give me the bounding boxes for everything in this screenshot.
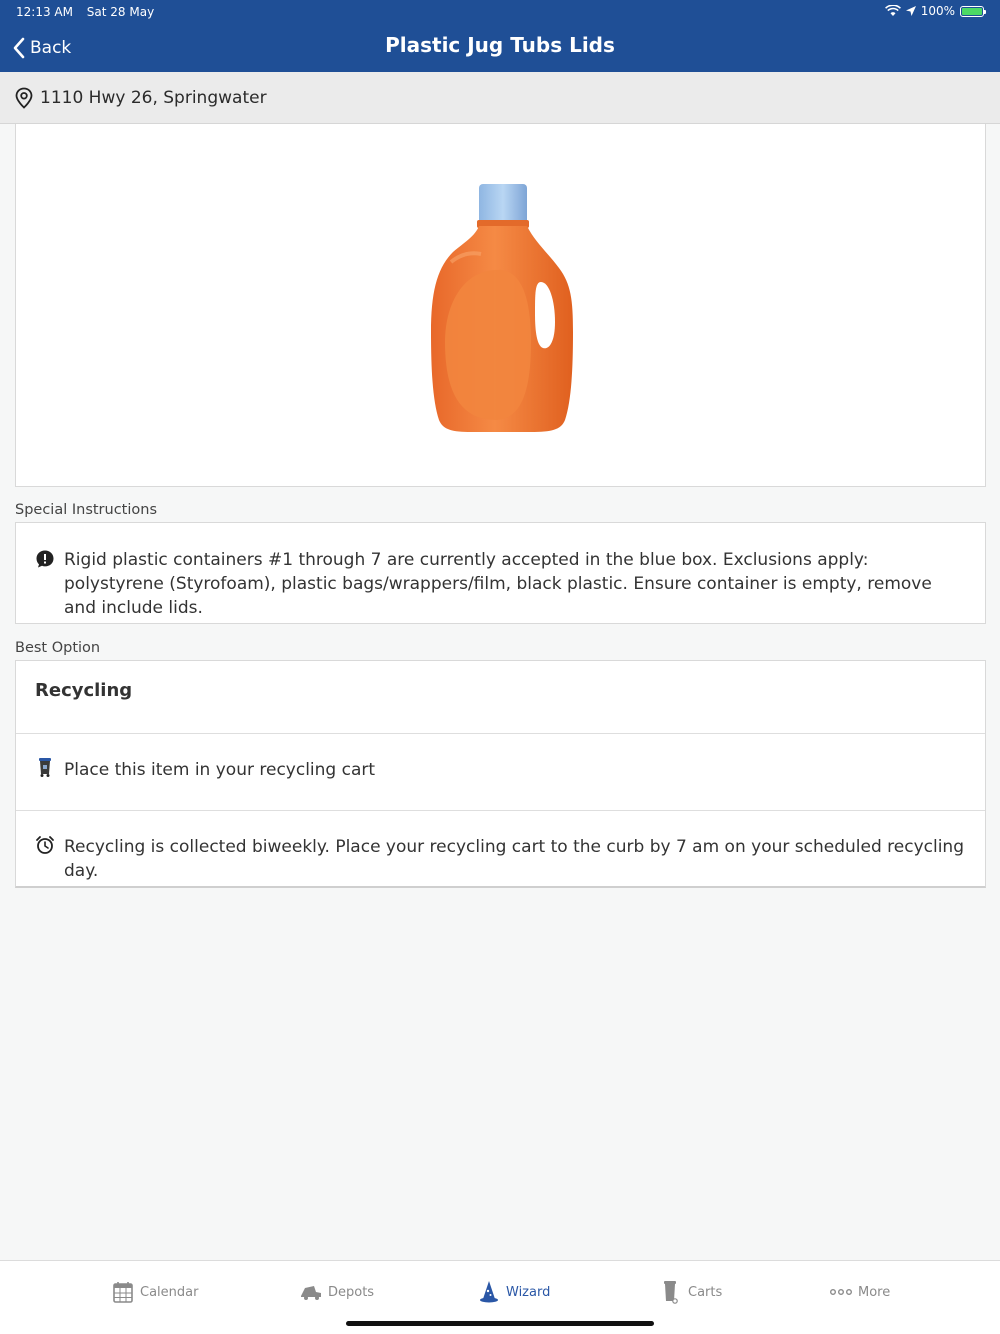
back-label: Back bbox=[30, 38, 72, 58]
wifi-icon bbox=[885, 5, 901, 17]
map-pin-icon bbox=[14, 87, 34, 109]
special-instructions-text: Rigid plastic containers #1 through 7 are currently accepted in the blue box. Exclusions apply: polystyrene (Styrofoam), plastic bags/wrappers/film, black plastic. Ensure container is empty, remove and include lids. bbox=[64, 550, 932, 618]
status-left bbox=[16, 5, 154, 19]
battery-icon bbox=[960, 6, 984, 17]
tab-label: Calendar bbox=[140, 1284, 199, 1300]
tab-more[interactable] bbox=[830, 1277, 890, 1307]
battery-percent: 100% bbox=[920, 4, 955, 18]
location-bar[interactable] bbox=[0, 72, 1000, 124]
tab-carts[interactable] bbox=[660, 1277, 722, 1307]
alert-bubble-icon bbox=[35, 549, 55, 569]
status-date: Sat 28 May bbox=[86, 5, 155, 19]
location-arrow-icon bbox=[906, 6, 916, 16]
calendar-icon bbox=[112, 1280, 134, 1304]
plastic-jug-image bbox=[431, 182, 573, 434]
cart-icon bbox=[660, 1280, 682, 1304]
page-title: Plastic Jug Tubs Lids bbox=[385, 33, 615, 57]
best-option-item-text: Recycling is collected biweekly. Place your recycling cart to the curb by 7 am on your scheduled recycling day. bbox=[64, 837, 964, 881]
location-address: 1110 Hwy 26, Springwater bbox=[40, 87, 267, 108]
status-bar bbox=[0, 0, 1000, 24]
chevron-left-icon bbox=[12, 37, 26, 59]
tab-label: Depots bbox=[328, 1284, 375, 1300]
home-indicator bbox=[346, 1321, 654, 1326]
tab-depots[interactable] bbox=[300, 1277, 374, 1307]
best-option-title: Recycling bbox=[35, 680, 133, 701]
alarm-clock-icon bbox=[35, 835, 55, 855]
best-option-item-text: Place this item in your recycling cart bbox=[64, 760, 376, 780]
truck-icon bbox=[300, 1280, 322, 1304]
back-button[interactable] bbox=[12, 36, 71, 60]
divider bbox=[16, 810, 985, 811]
special-instructions-card bbox=[15, 522, 986, 624]
tab-label: More bbox=[858, 1284, 891, 1300]
more-icon bbox=[830, 1280, 852, 1304]
tab-calendar[interactable] bbox=[112, 1277, 198, 1307]
divider bbox=[16, 733, 985, 734]
tab-label: Wizard bbox=[506, 1284, 551, 1300]
tab-wizard[interactable] bbox=[478, 1277, 550, 1307]
item-image-card bbox=[15, 124, 986, 487]
special-instructions-label: Special Instructions bbox=[15, 502, 158, 518]
app-header bbox=[0, 0, 1000, 72]
tab-label: Carts bbox=[688, 1284, 723, 1300]
status-right bbox=[885, 4, 984, 18]
best-option-card bbox=[15, 660, 986, 888]
status-time: 12:13 AM bbox=[16, 5, 73, 19]
wizard-icon bbox=[478, 1280, 500, 1304]
best-option-label: Best Option bbox=[15, 640, 101, 656]
recycling-cart-icon bbox=[35, 757, 55, 777]
